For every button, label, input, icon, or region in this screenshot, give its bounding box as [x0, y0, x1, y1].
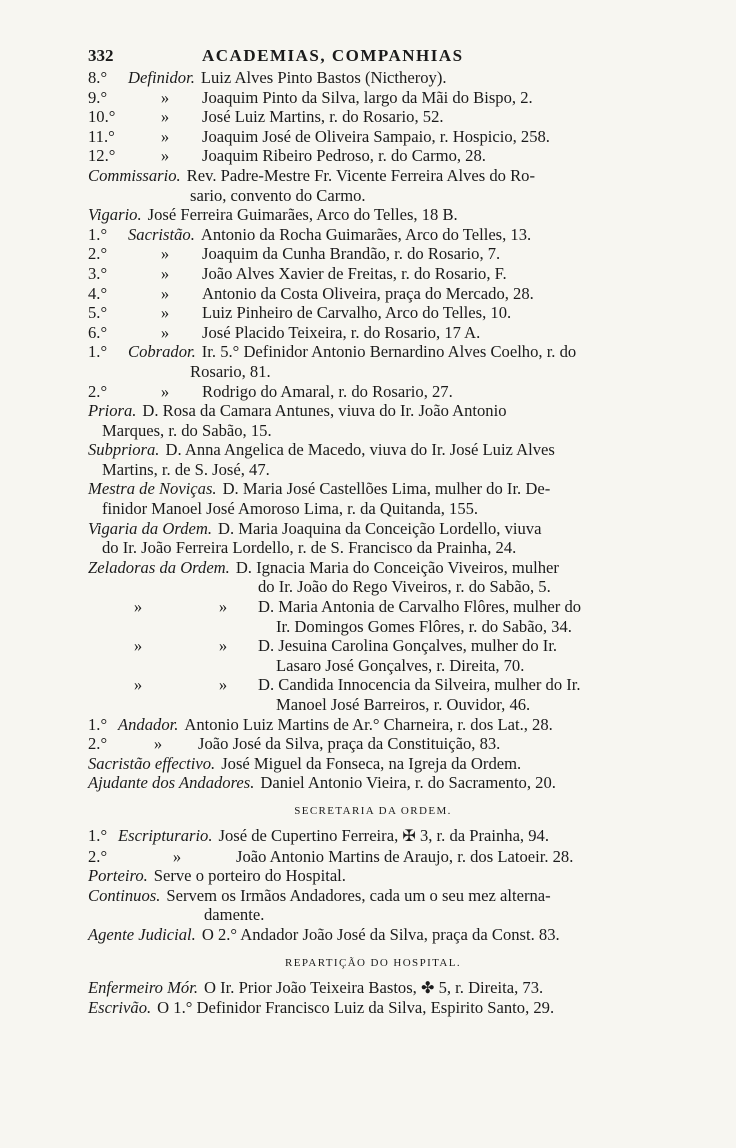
entry-text: Antonio da Rocha Guimarães, Arco do Telles, 13. [200, 224, 532, 244]
entry-continuation: do Ir. João do Rego Viveiros, r. do Sabão, 5. [258, 577, 551, 597]
entry-line [88, 925, 658, 945]
entry-title: Mestra de Noviças. [88, 479, 217, 499]
ditto-mark: » [172, 846, 182, 866]
entry-title: Commissario. [88, 165, 181, 185]
entry-line [88, 826, 658, 847]
entry-line [88, 205, 658, 225]
entry-text: Joaquim Pinto da Silva, largo da Mãi do Bispo, 2. [202, 87, 533, 107]
entry-number: 8.° [88, 68, 108, 87]
entry-text: Luiz Alves Pinto Bastos (Nictheroy). [200, 68, 447, 87]
entry-number: 12.° [88, 146, 116, 166]
entry-line [88, 978, 658, 999]
ditto-mark: » [160, 107, 170, 127]
entry-text: José Placido Teixeira, r. do Rosario, 17 A. [202, 322, 481, 342]
entry-line [88, 519, 658, 539]
entry-title: Priora. [88, 401, 137, 421]
ditto-mark: » [133, 675, 143, 695]
entry-title: Enfermeiro Mór. [88, 977, 198, 997]
page-header [88, 44, 658, 68]
ditto-mark: » [133, 597, 143, 617]
entry-text: João Alves Xavier de Freitas, r. do Rosario, F. [202, 263, 507, 283]
entry-line [88, 225, 658, 245]
ditto-mark: » [160, 87, 170, 107]
entry-number: 1.° [88, 224, 108, 244]
entry-text: Rev. Padre-Mestre Fr. Vicente Ferreira Alves do Ro- [186, 165, 535, 185]
entry-text: D. Rosa da Camara Antunes, viuva do Ir. João Antonio [142, 401, 507, 421]
document-body [88, 68, 658, 1018]
entry-text: D. Jesuina Carolina Gonçalves, mulher do Ir. [258, 636, 558, 656]
entry-title: Escripturario. [118, 825, 213, 845]
ditto-mark: » [160, 322, 170, 342]
entry-text: D. Maria Joaquina da Conceição Lordello, viuva [217, 518, 542, 538]
entry-text: José Miguel da Fonseca, na Igreja da Ordem. [221, 753, 522, 773]
ditto-mark: » [218, 636, 228, 656]
entry-line [88, 998, 658, 1018]
entry-text: Rodrigo do Amaral, r. do Rosario, 27. [202, 381, 453, 401]
ditto-mark: » [218, 675, 228, 695]
entry-line [88, 303, 658, 323]
entry-title: Zeladoras da Ordem. [88, 557, 230, 577]
entry-line [88, 323, 658, 343]
ditto-mark: » [160, 381, 170, 401]
entry-line [88, 715, 658, 735]
entry-continuation: Lasaro José Gonçalves, r. Direita, 70. [276, 655, 525, 675]
entry-text: D. Ignacia Maria do Conceição Viveiros, mulher [235, 557, 559, 577]
ditto-mark: » [160, 263, 170, 283]
entry-line [88, 264, 658, 284]
entry-text-part: O Ir. Prior João Teixeira Bastos, [204, 977, 417, 997]
entry-text: D. Maria Antonia de Carvalho Flôres, mulher do [258, 597, 582, 617]
entry-number: 3.° [88, 263, 108, 283]
entry-number: 2.° [88, 846, 108, 866]
entry-title: Vigaria da Ordem. [88, 518, 212, 538]
entry-continuation: Martins, r. de S. José, 47. [102, 459, 270, 479]
entry-continuation: damente. [204, 905, 265, 925]
entry-title: Agente Judicial. [88, 924, 196, 944]
entry-title: Porteiro. [88, 866, 148, 886]
entry-text-part: 3, r. da Prainha, 94. [419, 825, 549, 845]
ditto-mark: » [160, 146, 170, 166]
entry-text-part: 5, r. Direita, 73. [438, 977, 544, 997]
entry-line [88, 675, 658, 695]
entry-number: 2.° [88, 381, 108, 401]
ditto-mark: » [160, 303, 170, 323]
entry-number: 5.° [88, 303, 108, 323]
entry-number: 6.° [88, 322, 108, 342]
entry-line [88, 866, 658, 886]
entry-text: D. Anna Angelica de Macedo, viuva do Ir. José Luiz Alves [165, 440, 555, 460]
flower-icon: ✤ [421, 979, 435, 997]
entry-text: João Antonio Martins de Araujo, r. dos Latoeir. 28. [236, 846, 574, 866]
entry-text: Ir. 5.° Definidor Antonio Bernardino Alves Coelho, r. do [201, 342, 577, 362]
entry-line [88, 127, 658, 147]
entry-number: 2.° [88, 244, 108, 264]
entry-title: Andador. [118, 714, 179, 734]
entry-title: Subpriora. [88, 440, 160, 460]
entry-text: Daniel Antonio Vieira, r. do Sacramento, 20. [260, 773, 556, 793]
entry-title: Ajudante dos Andadores. [88, 773, 255, 793]
entry-line [88, 597, 658, 617]
entry-line [88, 773, 658, 793]
entry-number: 1.° [88, 714, 108, 734]
entry-text: José Ferreira Guimarães, Arco do Telles, 18 B. [147, 205, 458, 225]
entry-text: Servem os Irmãos Andadores, cada um o seu mez alterna- [166, 885, 551, 905]
entry-continuation: Rosario, 81. [190, 361, 271, 381]
entry-title: Escrivão. [88, 998, 152, 1018]
entry-text: João José da Silva, praça da Constituição, 83. [198, 734, 501, 754]
entry-line [88, 440, 658, 460]
entry-line [88, 754, 658, 774]
entry-text: Antonio da Costa Oliveira, praça do Mercado, 28. [202, 283, 534, 303]
entry-line [88, 382, 658, 402]
ditto-mark: » [218, 597, 228, 617]
running-title: ACADEMIAS, COMPANHIAS [202, 46, 464, 65]
entry-text: Serve o porteiro do Hospital. [153, 866, 346, 886]
section-heading-secretaria: SECRETARIA DA ORDEM. [294, 804, 452, 817]
entry-continuation: do Ir. João Ferreira Lordello, r. de S. Francisco da Prainha, 24. [102, 538, 517, 558]
entry-line [88, 401, 658, 421]
entry-title: Continuos. [88, 885, 161, 905]
entry-number: 11.° [88, 126, 115, 146]
ditto-mark: » [160, 244, 170, 264]
entry-title: Cobrador. [128, 342, 196, 362]
entry-line [88, 636, 658, 656]
entry-continuation: sario, convento do Carmo. [190, 185, 366, 205]
entry-title: Definidor. [128, 68, 195, 87]
section-heading-reparticao: REPARTIÇÃO DO HOSPITAL. [284, 956, 462, 969]
entry-text-part: José de Cupertino Ferreira, [218, 825, 399, 845]
entry-line [88, 146, 658, 166]
entry-line [88, 558, 658, 578]
entry-text: D. Candida Innocencia da Silveira, mulher do Ir. [258, 675, 581, 695]
entry-line [88, 886, 658, 906]
entry-title: Sacristão. [128, 224, 195, 244]
entry-continuation: finidor Manoel José Amoroso Lima, r. da Quitanda, 155. [102, 499, 479, 519]
entry-line [88, 68, 658, 88]
entry-text: Antonio Luiz Martins de Ar.° Charneira, r. dos Lat., 28. [184, 714, 553, 734]
entry-text: Joaquim José de Oliveira Sampaio, r. Hospicio, 258. [202, 126, 550, 146]
cross-icon: ✠ [402, 827, 416, 845]
page-number: 332 [88, 46, 114, 65]
document-page [88, 44, 658, 1018]
entry-continuation: Ir. Domingos Gomes Flôres, r. do Sabão, 34. [276, 616, 572, 636]
entry-line [88, 166, 658, 186]
ditto-mark: » [160, 126, 170, 146]
entry-line [88, 734, 658, 754]
entry-text [219, 826, 659, 847]
entry-line [88, 244, 658, 264]
entry-line [88, 479, 658, 499]
entry-number: 2.° [88, 734, 108, 754]
entry-line [88, 847, 658, 867]
entry-text [204, 978, 658, 999]
entry-text: José Luiz Martins, r. do Rosario, 52. [202, 107, 444, 127]
entry-line [88, 107, 658, 127]
ditto-mark: » [133, 636, 143, 656]
entry-text: Joaquim Ribeiro Pedroso, r. do Carmo, 28. [202, 146, 486, 166]
entry-line [88, 88, 658, 108]
entry-text: O 1.° Definidor Francisco Luiz da Silva, Espirito Santo, 29. [157, 998, 555, 1018]
entry-title: Sacristão effectivo. [88, 753, 216, 773]
entry-continuation: Marques, r. do Sabão, 15. [102, 420, 272, 440]
entry-number: 1.° [88, 342, 108, 362]
entry-text: Luiz Pinheiro de Carvalho, Arco do Telles, 10. [202, 303, 512, 323]
entry-number: 4.° [88, 283, 108, 303]
entry-line [88, 284, 658, 304]
entry-continuation: Manoel José Barreiros, r. Ouvidor, 46. [276, 695, 531, 714]
entry-title: Vigario. [88, 205, 142, 225]
entry-line [88, 342, 658, 362]
ditto-mark: » [160, 283, 170, 303]
entry-number: 9.° [88, 87, 108, 107]
entry-number: 1.° [88, 825, 108, 845]
entry-number: 10.° [88, 107, 116, 127]
entry-text: Joaquim da Cunha Brandão, r. do Rosario, 7. [202, 244, 501, 264]
ditto-mark: » [153, 734, 163, 754]
entry-text: O 2.° Andador João José da Silva, praça da Const. 83. [201, 924, 560, 944]
entry-text: D. Maria José Castellões Lima, mulher do Ir. De- [222, 479, 551, 499]
